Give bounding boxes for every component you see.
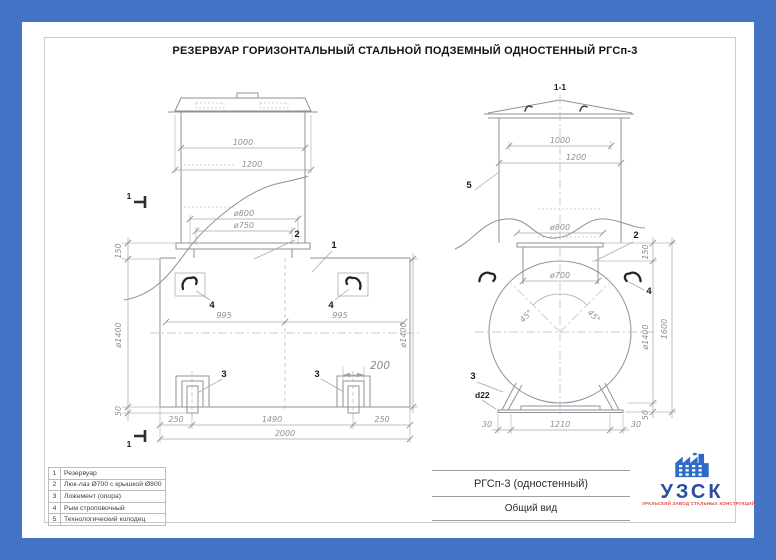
dim-d1400: ø1400 xyxy=(641,324,650,350)
dim-1000: 1000 xyxy=(549,136,571,145)
company-logo xyxy=(642,452,756,507)
dim-30-left: 30 xyxy=(481,420,493,429)
dim-45-right: 45° xyxy=(585,308,602,325)
table-row xyxy=(49,468,166,480)
dim-1210: 1210 xyxy=(549,420,571,429)
dim-2000: 2000 xyxy=(274,429,296,438)
table-row xyxy=(49,514,166,526)
part-name: Рым строповочный xyxy=(61,502,166,514)
dim-45-left: 45° xyxy=(518,308,535,325)
dim-d750: ø750 xyxy=(233,221,255,230)
callout-3-right: 3 xyxy=(314,369,320,380)
title-block-line xyxy=(432,496,630,497)
section-marks xyxy=(127,191,145,449)
drawing-page xyxy=(22,22,754,538)
dim-995-left: 995 xyxy=(216,311,232,320)
dim-d700: ø700 xyxy=(549,271,571,280)
section-title: 1-1 xyxy=(553,82,567,92)
right-view-labels xyxy=(482,82,669,429)
callout-2: 2 xyxy=(633,230,639,241)
part-number: 5 xyxy=(49,514,61,526)
dim-50: 50 xyxy=(641,409,650,421)
view-name: Общий вид xyxy=(504,503,558,514)
table-row xyxy=(49,479,166,491)
callout-3: 3 xyxy=(470,371,476,382)
part-number: 2 xyxy=(49,479,61,491)
dim-250-right: 250 xyxy=(374,415,390,424)
dim-d1400-left: ø1400 xyxy=(114,322,123,348)
callout-5: 5 xyxy=(466,180,472,191)
callout-4-right: 4 xyxy=(328,300,334,311)
right-view-callouts xyxy=(466,172,652,409)
part-number: 3 xyxy=(49,491,61,503)
callout-2: 2 xyxy=(294,229,300,240)
callout-3-left: 3 xyxy=(221,369,227,380)
section-mark-top: 1 xyxy=(126,191,132,201)
dim-d1400-right: ø1400 xyxy=(399,322,408,348)
part-name: Ложемент (опора) xyxy=(61,491,166,503)
logo-abbr: УЗСК xyxy=(660,481,724,503)
dim-1200: 1200 xyxy=(241,160,263,169)
callout-1: 1 xyxy=(331,240,337,251)
part-number: 4 xyxy=(49,502,61,514)
table-row xyxy=(49,491,166,503)
part-name: Люк-лаз Ø700 с крышкой Ø800 xyxy=(61,479,166,491)
left-view-dimensions xyxy=(122,115,418,443)
dim-200: 200 xyxy=(369,360,391,372)
dim-50: 50 xyxy=(114,405,123,417)
dim-1000: 1000 xyxy=(232,138,254,147)
dim-d800: ø800 xyxy=(233,209,255,218)
lifting-lug-icons xyxy=(183,277,361,289)
parts-table xyxy=(48,467,166,526)
callout-4-left: 4 xyxy=(209,300,215,311)
dim-150: 150 xyxy=(641,244,650,260)
title-block-line xyxy=(432,520,630,521)
dim-150: 150 xyxy=(114,243,123,259)
drawing-title: РЕЗЕРВУАР ГОРИЗОНТАЛЬНЫЙ СТАЛЬНОЙ ПОДЗЕМНЫЙ ОДНОСТЕННЫЙ РГСп-3 xyxy=(172,45,638,57)
part-name: Резервуар xyxy=(61,468,166,480)
dim-1600: 1600 xyxy=(660,318,669,340)
dim-995-right: 995 xyxy=(332,311,348,320)
factory-icon xyxy=(673,452,711,478)
part-name: Технологический колодец xyxy=(61,514,166,526)
dim-1200: 1200 xyxy=(565,153,587,162)
dim-1490: 1490 xyxy=(261,415,283,424)
dim-d800: ø800 xyxy=(549,223,571,232)
title-block-line xyxy=(432,470,630,471)
part-number: 1 xyxy=(49,468,61,480)
callout-4: 4 xyxy=(646,286,652,297)
dim-250-left: 250 xyxy=(168,415,184,424)
section-mark-bottom: 1 xyxy=(126,439,132,449)
table-row xyxy=(49,502,166,514)
logo-tagline: УРАЛЬСКИЙ ЗАВОД СТАЛЬНЫХ КОНСТРУКЦИЙ xyxy=(642,501,756,506)
dim-30-right: 30 xyxy=(630,420,642,429)
technical-drawing xyxy=(44,37,734,521)
label-d22: d22 xyxy=(475,390,490,400)
model-name: РГСп-3 (одностенный) xyxy=(473,478,589,490)
